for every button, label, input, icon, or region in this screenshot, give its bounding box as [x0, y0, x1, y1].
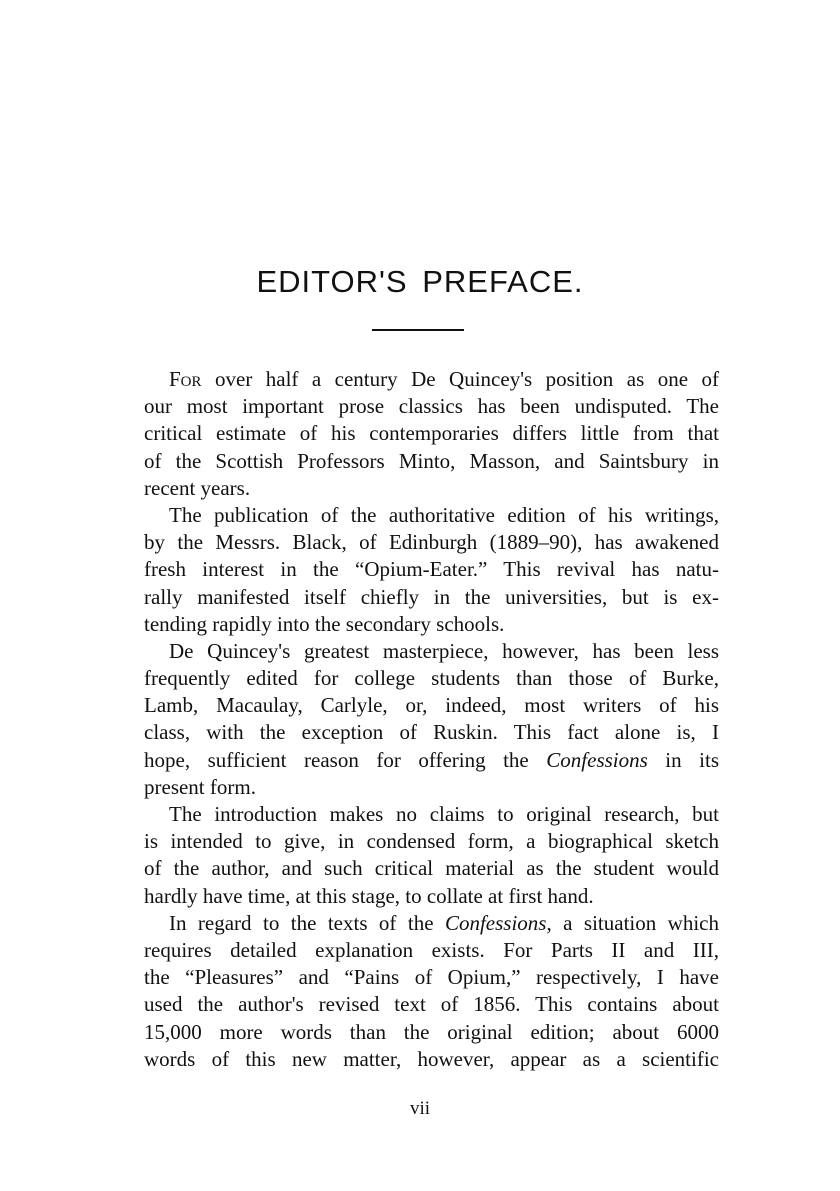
text-line: De Quincey's greatest masterpiece, however, has been less [169, 638, 719, 663]
text-line: present form. [144, 774, 256, 799]
text-line: of the author, and such critical material as the student would [144, 856, 719, 881]
text-line: rally manifested itself chiefly in the universities, but is ex- [144, 584, 719, 609]
text-line: of the Scottish Professors Minto, Masson, and Saintsbury in [144, 448, 719, 473]
line-text: In regard to the texts of the [169, 910, 445, 935]
text-line: 15,000 more words than the original edition; about 6000 [144, 1019, 719, 1044]
paragraph [119, 801, 719, 910]
line-text: , a situation which [546, 910, 719, 935]
paragraph [119, 638, 719, 801]
line-text: over half a century De Quincey's position as one of [201, 367, 719, 391]
preface-body [119, 366, 719, 1073]
text-line: is intended to give, in condensed form, a biographical sketch [144, 829, 719, 854]
page-title: EDITOR'S PREFACE. [256, 264, 584, 299]
paragraph [119, 366, 719, 502]
text-line: by the Messrs. Black, of Edinburgh (1889–90), has awakened [144, 530, 719, 555]
text-line: The introduction makes no claims to original research, but [169, 802, 719, 826]
text-line: Lamb, Macaulay, Carlyle, or, indeed, most writers of his [144, 693, 719, 718]
paragraph [119, 502, 719, 638]
title-rule [372, 329, 464, 331]
page-number: vii [409, 1098, 431, 1119]
paragraph [119, 910, 719, 1073]
text-line [119, 366, 719, 393]
text-line: requires detailed explanation exists. For Parts II and III, [144, 937, 719, 962]
text-line: hardly have time, at this stage, to collate at first hand. [144, 883, 594, 908]
line-text: hope, sufficient reason for offering the [144, 747, 547, 772]
text-line: our most important prose classics has been undisputed. The [144, 394, 719, 419]
italic-title: Confessions [444, 910, 547, 935]
text-line [119, 910, 719, 937]
text-line: critical estimate of his contemporaries differs little from that [144, 421, 719, 446]
text-line: recent years. [144, 475, 251, 500]
text-line: frequently edited for college students than those of Burke, [144, 666, 719, 691]
italic-title: Confessions [546, 747, 648, 772]
text-line [119, 747, 719, 774]
line-text: in its [647, 747, 719, 772]
drop-word: For [169, 367, 202, 391]
text-line: fresh interest in the “Opium-Eater.” This revival has natu- [144, 557, 719, 582]
text-line: the “Pleasures” and “Pains of Opium,” respectively, I have [144, 965, 719, 990]
text-line: words of this new matter, however, appear as a scientific [144, 1046, 719, 1071]
text-line: tending rapidly into the secondary schools. [144, 611, 505, 636]
text-line: The publication of the authoritative edition of his writings, [169, 502, 719, 527]
text-line: used the author's revised text of 1856. This contains about [144, 992, 719, 1017]
text-line: class, with the exception of Ruskin. This fact alone is, I [144, 720, 719, 745]
